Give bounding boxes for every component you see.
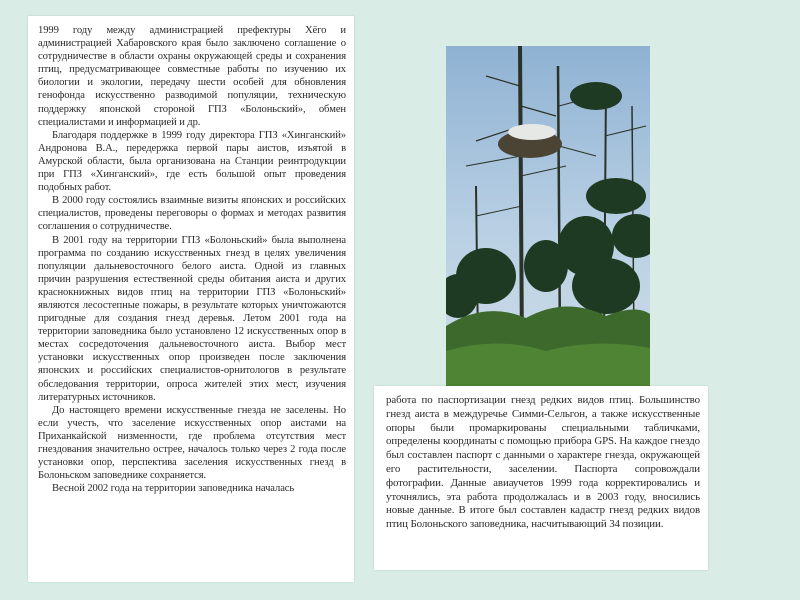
stork-nest-photo [446, 46, 650, 386]
paragraph: В 2000 году состоялись взаимные визиты японских и российских специалистов, проведены переговоры о формах и методах развития соглашения о сотрудничестве. [38, 195, 346, 233]
left-text-page [28, 16, 354, 582]
paragraph: Благодаря поддержке в 1999 году директора ГПЗ «Хинганский» Андронова В.А., передержка первой пары аистов, изъятой в Амурской области, была организована на Станции реинтродукции при ГПЗ «Хинганский», где есть большой опыт проведения подобных работ. [38, 129, 346, 194]
paragraph: В 2001 году на территории ГПЗ «Болоньский» была выполнена программа по созданию искусственных гнезд в целях увеличения популяции дальневосточного белого аиста. Одной из главных причин разрушения естественной среды обитания аиста и других краснокнижных видов птиц на территории ГПЗ «Болоньский» являются лесостепные пожары, в результате которых уничтожаются пригодные для создания гнезд деревья. Летом 2001 года на территории заповедника было установлено 12 искусственных опор в местах сосредоточения дальневосточного аиста. Выбор мест установки искусственных опор произведен после заключения японских и российских специалистов-орнитологов в результате обследования территории, опроса жителей этих мест, изучения литературных источников. [38, 234, 346, 403]
stork [508, 124, 556, 140]
paragraph: Весной 2002 года на территории заповедника началась [52, 483, 295, 495]
paragraph: работа по паспортизации гнезд редких видов птиц. Большинство гнезд аиста в междуречье Симми-Сельгон, а также искусственные опоры были промаркированы специальными табличками, определены координаты с помощью прибора GPS. На каждое гнездо был составлен паспорт с данными о характере гнезда, окружающей его растительности, заселении. Паспорта сопровождали фотографии. Данные авиаучетов 1999 года корректировались и уточнялись, эта работа продолжалась и в 2003 году, вносились новые данные. В итоге был составлен кадастр гнезд редких видов птиц Болоньского заповедника, насчитывающий 34 позиции. [386, 394, 700, 531]
paragraph: 1999 году между администрацией префектуры Хёго и администрацией Хабаровского края было заключено соглашение о сотрудничестве в области охраны окружающей среды и сохранения птиц, предусматривающее совместные работы по изучению их биологии и экологии, передачу шести особей для обновления генофонда искусственно разводимой популяции, техническую поддержку японской стороной ГПЗ «Болоньский», обмен специалистами и информацией и др. [38, 25, 346, 128]
pine-trees-nest-illustration [446, 46, 650, 386]
paragraph: До настоящего времени искусственные гнезда не заселены. Но если учесть, что заселение искусственных опор аистами на Приханкайской низменности, где проблема отсутствия мест гнездования значительно острее, началось только через 2 года после установки опор, перспектива заселения искусственных гнезд в Болоньском заповеднике сохраняется. [38, 404, 346, 482]
right-text-page [374, 386, 708, 570]
